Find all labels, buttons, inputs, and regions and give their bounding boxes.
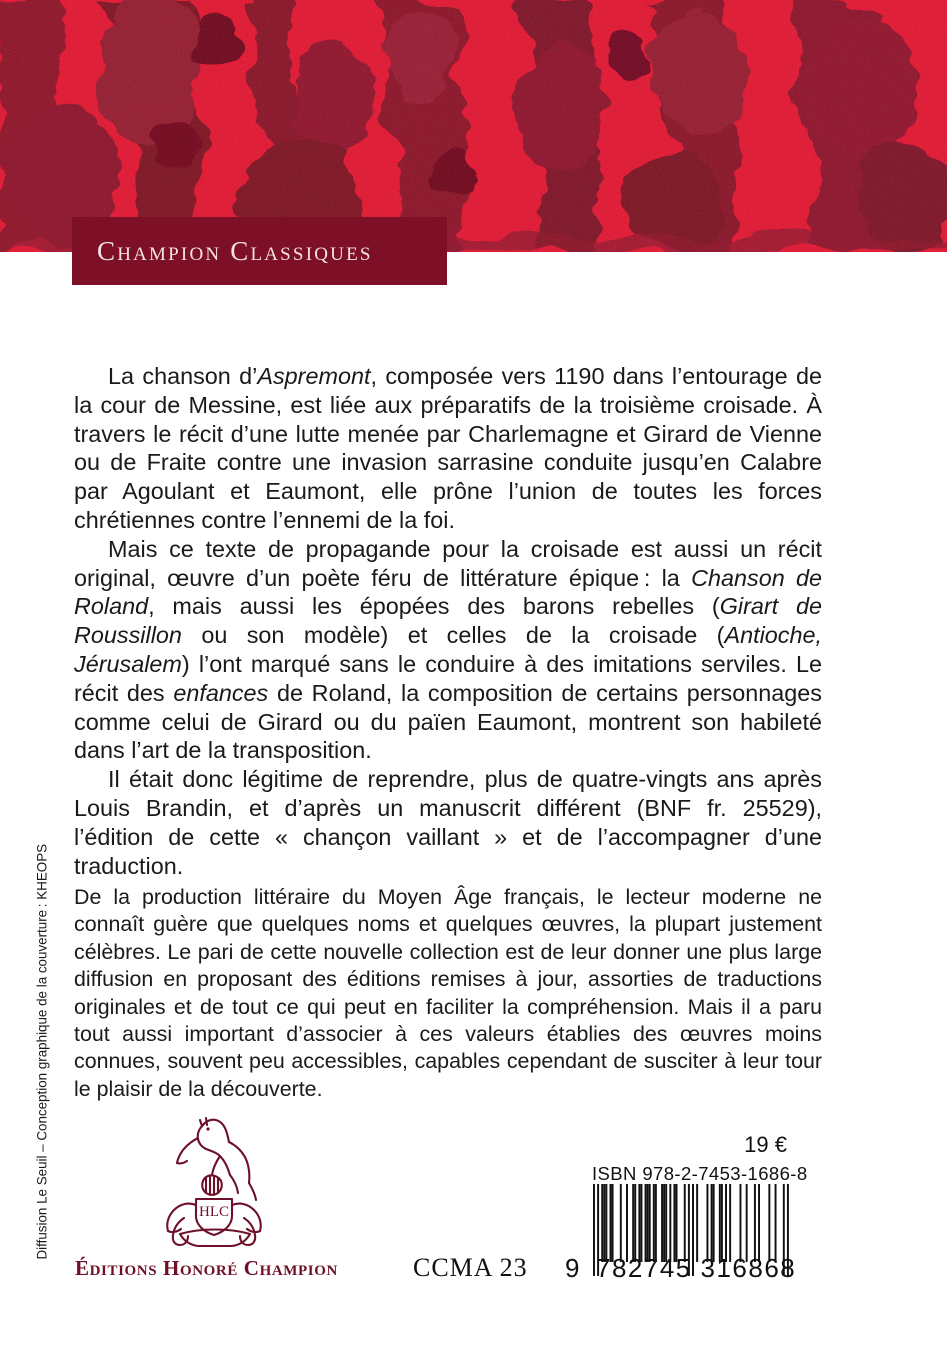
blurb-text: La chanson d’ — [108, 363, 258, 389]
blurb-text: ou son modèle) et celles de la croisade ( — [181, 622, 725, 649]
blurb-title-italic: Antioche, Jérusalem — [74, 622, 822, 677]
collection-banner-label: Champion Classiques — [97, 235, 373, 266]
barcode-lead-digit: 9 — [565, 1253, 580, 1283]
publisher-name: Éditions Honoré Champion — [75, 1256, 338, 1280]
price-label: 19 € — [744, 1132, 787, 1157]
marbled-cover-artwork — [0, 0, 947, 252]
back-cover-blurb — [74, 362, 822, 880]
blurb-paragraph — [74, 535, 822, 765]
blurb-title-italic: enfances — [173, 679, 269, 706]
blurb-paragraph — [74, 362, 822, 535]
blurb-text: , mais aussi les épopées des barons rebelles ( — [148, 593, 720, 620]
barcode-digits: 782745 316868 — [596, 1253, 797, 1283]
blurb-text: , composée vers 1190 dans l’entourage de la cour de Messine, est liée aux préparatifs de la troisième croisade. À travers le récit d’une lutte menée par Charlemagne et Girard de Vienne ou de Fraite contre une invasion sarrasine conduite jusqu’en Calabre par Agoulant et Eaumont, elle prône l’union de toutes les forces chrétiennes contre l’ennemi de la foi. — [74, 363, 822, 533]
blurb-title-italic: Chanson de Roland — [74, 564, 822, 620]
isbn-label: ISBN 978-2-7453-1686-8 — [592, 1163, 808, 1184]
blurb-text: Mais ce texte de propagande pour la croisade est aussi un récit original, œuvre d’un poète féru de littérature épique : la — [74, 535, 822, 591]
champion-crest-logo — [156, 1112, 274, 1248]
blurb-text: Il était donc légitime de reprendre, plus de quatre-vingts ans après Louis Brandin, et d’après un manuscrit différent (BNF fr. 25529), l’édition de cette « chançon vaillant » et de l’accompagner d’une traduction. — [74, 766, 822, 879]
series-code: CCMA 23 — [413, 1253, 528, 1282]
collection-banner — [72, 217, 447, 285]
cover-credits-vertical: Diffusion Le Seuil – Conception graphique de la couverture : KHEOPS — [34, 843, 50, 1260]
blurb-title-italic: Girart de Roussillon — [74, 593, 822, 649]
crest-shield-text: HLC — [199, 1204, 229, 1220]
collection-description — [74, 884, 822, 1103]
blurb-paragraph — [74, 765, 822, 880]
blurb-title-italic: Aspremont — [257, 363, 371, 389]
collection-description-text: De la production littéraire du Moyen Âge français, le lecteur moderne ne connaît guère que quelques noms et quelques œuvres, la plupart justement célèbres. Le pari de cette nouvelle collection est de leur donner une plus large diffusion en proposant des éditions remises à jour, assorties de traductions originales et de tout ce qui peut en faciliter la compréhension. Mais il a paru tout aussi important d’associer à ces valeurs établies des œuvres moins connues, souvent peu accessibles, capables cependant de susciter à leur tour le plaisir de la découverte. — [74, 885, 822, 1101]
blurb-text: ) l’ont marqué sans le conduire à des imitations serviles. Le récit des — [74, 650, 822, 706]
blurb-text: de Roland, la composition de certains personnages comme celui de Girard ou du païen Eaumont, montrent son habileté dans l’art de la transposition. — [74, 679, 822, 764]
